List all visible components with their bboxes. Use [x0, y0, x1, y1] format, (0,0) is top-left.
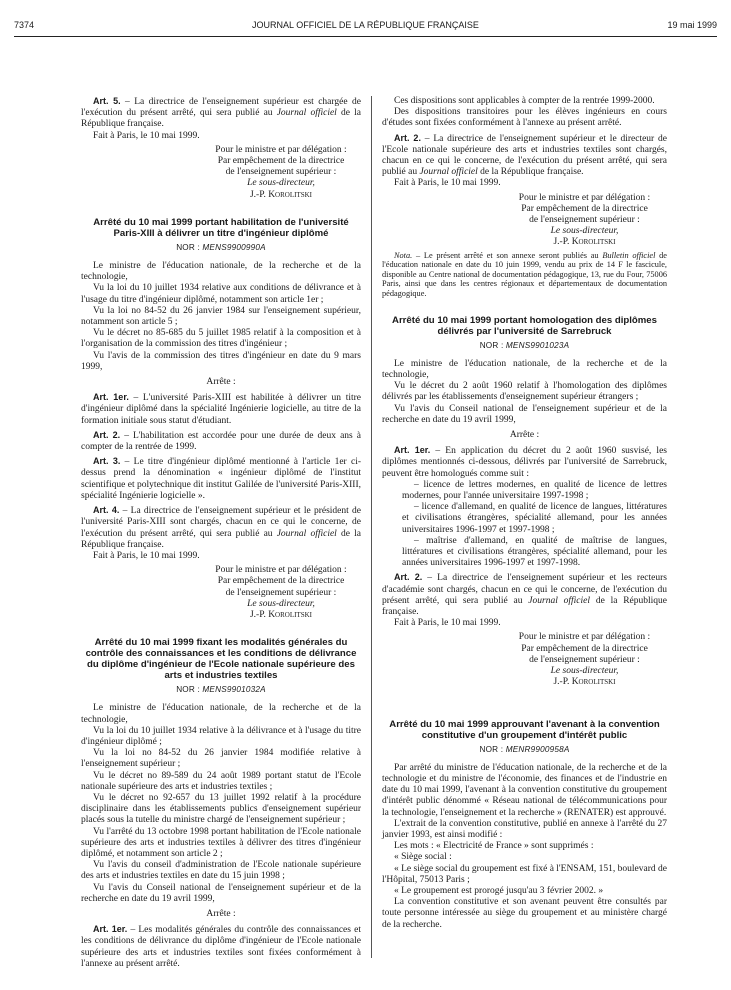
article-label: Art. 1er.: [93, 924, 128, 935]
signature-block: [502, 193, 667, 249]
decree-title: Arrêté du 10 mai 1999 approuvant l'avenant à la convention constitutive d'un groupement d'intérêt public: [389, 718, 660, 741]
left-column: [81, 96, 361, 970]
paragraph: La convention constitutive et son avenant peuvent être consultés par toute personne intéressée au siège du groupement et au ministère chargé de la recherche.: [382, 897, 667, 930]
nor-code: MENS9900990A: [202, 242, 266, 252]
nor-reference: [81, 242, 361, 253]
signature-name: J.-P. Korolitski: [249, 609, 313, 620]
visa: Vu l'avis du conseil d'administration de l'Ecole nationale supérieure des arts et industries textiles en date du 15 juin 1998 ;: [81, 860, 361, 882]
nor-label: NOR :: [176, 685, 203, 695]
article-paragraph: [81, 430, 361, 453]
signature-role: Le sous-directeur,: [247, 178, 315, 189]
article-text: – L'habilitation est accordée pour une durée de deux ans à compter de la rentrée de 1999.: [81, 430, 361, 453]
article-paragraph: [81, 924, 361, 970]
paragraph: « Siège social :: [394, 852, 452, 863]
article-paragraph: [81, 505, 361, 551]
article-text: – Les modalités générales du contrôle des connaissances et les conditions de délivrance du diplôme d'ingénieur de l'Ecole nationale supérieure des arts et industries textiles sont fixées conformément à l'annexe au présent arrêté.: [81, 925, 361, 969]
nor-label: NOR :: [479, 744, 506, 754]
paragraph: Des dispositions transitoires pour les élèves ingénieurs en cours d'études sont fixées conformément à l'annexe au présent arrêté.: [382, 107, 667, 129]
nor-label: NOR :: [479, 340, 506, 350]
article-paragraph: [382, 445, 667, 480]
paragraph: « Le siège social du groupement est fixé à l'ENSAM, 151, boulevard de l'Hôpital, 75013 Paris ;: [382, 863, 667, 885]
minister-intro: Le ministre de l'éducation nationale, de la recherche et de la technologie,: [81, 261, 361, 283]
visa: Vu la loi du 10 juillet 1934 relative aux conditions de délivrance et à l'usage du titre d'ingénieur diplômé, notamment son article 1er ;: [81, 283, 361, 305]
page-header: [14, 20, 717, 34]
visa: Vu le décret no 89-589 du 24 août 1989 portant statut de l'Ecole nationale supérieure des arts et industries textiles ;: [81, 770, 361, 792]
signature-line: Pour le ministre et par délégation :: [215, 565, 347, 576]
fait-line: Fait à Paris, le 10 mai 1999.: [93, 550, 200, 561]
signature-line: de l'enseignement supérieur :: [529, 215, 640, 226]
article-paragraph: [382, 133, 667, 179]
nor-code: MENS9901023A: [505, 340, 570, 350]
signature-line: Par empêchement de la directrice: [521, 643, 648, 654]
article-label: Art. 1er.: [93, 392, 129, 403]
visa: Vu l'avis de la commission des titres d'ingénieur en date du 9 mars 1999,: [81, 350, 361, 372]
decree-title: Arrêté du 10 mai 1999 portant homologation des diplômes délivrés par l'université de Sarrebruck: [392, 314, 657, 337]
article-text: de la République française.: [81, 108, 361, 130]
fait-line: Fait à Paris, le 10 mai 1999.: [93, 130, 200, 141]
visa: Vu le décret du 2 août 1960 relatif à l'homologation des diplômes délivrés par les établissements d'enseignement supérieur étrangers ;: [382, 381, 667, 403]
article-label: Art. 3.: [93, 456, 121, 467]
column-divider: [371, 96, 372, 958]
arrete-heading: Arrête :: [509, 430, 540, 441]
journal-ref: Journal officiel: [419, 167, 478, 178]
paragraph: Par arrêté du ministre de l'éducation nationale, de la recherche et de la technologie et du ministre de l'économie, des finances et de l'industrie en date du 10 mai 1999, l'avenant à la convention constitutive du groupement d'intérêt public dénommé « Réseau national de télécommunications pour la technologie, l'enseignement et la recherche » (RENATER) est approuvé.: [382, 762, 667, 818]
fait-line: Fait à Paris, le 10 mai 1999.: [394, 178, 501, 189]
signature-line: Pour le ministre et par délégation :: [518, 632, 651, 643]
nota-text: de l'éducation nationale en date du 10 juin 1999, vendu au prix de 14 F le fascicule, disponible au Centre national de documentation pédagogique, 13, rue du Four, 75006 Paris, ainsi que dans les centres régionaux et départementaux de documentation pédagogique.: [382, 250, 667, 299]
visa: Vu l'avis du Conseil national de l'enseignement supérieur et de la recherche en date du 19 avril 1999,: [382, 403, 667, 425]
signature-line: de l'enseignement supérieur :: [529, 654, 640, 665]
signature-line: Pour le ministre et par délégation :: [215, 144, 347, 155]
signature-line: Par empêchement de la directrice: [217, 576, 345, 587]
nota-text: – Le présent arrêté et son annexe seront publiés au: [412, 250, 603, 260]
signature-name: J.-P. Korolitski: [553, 237, 616, 248]
article-label: Art. 5.: [93, 96, 121, 106]
nota-label: Nota.: [394, 250, 413, 260]
article-text: – La directrice de l'enseignement supérieur et le directeur de l'Ecole nationale supérieure des arts et industries textiles sont chargés, chacun en ce qui le concerne, de l'exécution du présent arrêté, qui sera publié au: [382, 133, 667, 178]
signature-line: de l'enseignement supérieur :: [225, 587, 337, 598]
list-item: – licence d'allemand, en qualité de licence de langues, littératures et civilisations étrangères, spécialité allemand, pour les années universitaires 1996-1997 et 1997-1998 ;: [402, 502, 667, 535]
nor-code: MENS9901032A: [202, 685, 266, 695]
minister-intro: Le ministre de l'éducation nationale, de la recherche et de la technologie,: [81, 703, 361, 725]
article-label: Art. 2.: [93, 429, 121, 440]
bulletin-ref: Bulletin officiel: [602, 250, 656, 260]
nor-reference: [382, 340, 667, 351]
visa: Vu la loi no 84-52 du 26 janvier 1984 modifiée relative à l'enseignement supérieur ;: [81, 748, 361, 770]
signature-block: [502, 632, 667, 688]
article-paragraph: [382, 572, 667, 618]
article-label: Art. 2.: [394, 572, 423, 583]
signature-role: Le sous-directeur,: [550, 226, 619, 237]
article-text: – La directrice de l'enseignement supérieur et les recteurs d'académie sont chargés, chacun en ce qui le concerne, de l'exécution du présent arrêté, qui sera publié au: [382, 573, 667, 606]
visa: Vu l'arrêté du 13 octobre 1998 portant habilitation de l'Ecole nationale supérieure des arts et industries textiles à délivrer des titres d'ingénieur diplômé, et notamment son article 2 ;: [81, 826, 361, 859]
signature-name: J.-P. Korolitski: [249, 189, 313, 200]
decree-title: Arrêté du 10 mai 1999 portant habilitation de l'université Paris-XIII à délivrer un titre d'ingénieur diplômé: [93, 216, 349, 239]
article-text: de la République française.: [382, 595, 668, 618]
right-column: [382, 96, 667, 931]
signature-block: [201, 565, 361, 621]
article-text: – La directrice de l'enseignement supérieur est chargée de l'exécution du présent arrêté, qui sera publié au: [81, 97, 361, 119]
signature-block: [201, 145, 361, 201]
paragraph: Ces dispositions sont applicables à compter de la rentrée 1999-2000.: [394, 96, 655, 106]
article-label: Art. 2.: [394, 132, 421, 143]
nor-reference: [382, 744, 667, 755]
article-text: de la République française.: [81, 528, 361, 550]
signature-role: Le sous-directeur,: [247, 598, 315, 609]
list-item: – maîtrise d'allemand, en qualité de maîtrise de langues, littératures et civilisations étrangères, spécialité allemand, pour les années universitaires 1996-1997 et 1997-1998.: [402, 535, 667, 569]
decree-title: Arrêté du 10 mai 1999 fixant les modalités générales du contrôle des connaissances et les conditions de délivrance du diplôme d'ingénieur de l'Ecole nationale supérieure des arts et industries textiles: [85, 637, 357, 682]
arrete-heading: Arrête :: [206, 908, 236, 919]
visa: Vu le décret no 85-685 du 5 juillet 1985 relatif à la composition et à l'organisation de la commission des titres d'ingénieur ;: [81, 328, 361, 350]
article-text: de la République française.: [477, 167, 584, 178]
article-label: Art. 1er.: [394, 445, 431, 456]
paragraph: Les mots : « Electricité de France » sont supprimés :: [394, 841, 594, 852]
nor-label: NOR :: [176, 242, 203, 252]
paragraph: L'extrait de la convention constitutive, publié en annexe à l'arrêté du 27 janvier 1993, est ainsi modifié :: [382, 818, 667, 840]
nor-reference: [81, 684, 361, 695]
nota-note: [382, 251, 667, 299]
signature-line: Par empêchement de la directrice: [217, 156, 345, 167]
nor-code: MENR9900958A: [505, 744, 570, 754]
signature-role: Le sous-directeur,: [550, 666, 619, 677]
signature-line: Par empêchement de la directrice: [521, 203, 648, 214]
journal-ref: Journal officiel: [276, 528, 337, 539]
article-paragraph: [81, 456, 361, 502]
visa: Vu la loi no 84-52 du 26 janvier 1984 sur l'enseignement supérieur, notamment son article 5 ;: [81, 305, 361, 328]
article-text: – La directrice de l'enseignement supérieur et le président de l'université Paris-XIII sont chargés, chacun en ce qui le concerne, de l'exécution du présent arrêté, qui sera publié au: [81, 506, 361, 539]
paragraph: « Le groupement est prorogé jusqu'au 3 février 2002. »: [394, 885, 604, 896]
journal-ref: Journal officiel: [528, 595, 591, 606]
publication-date: 19 mai 1999: [667, 20, 717, 30]
header-rule: [14, 36, 717, 37]
visa: Vu la loi du 10 juillet 1934 relative à la délivrance et à l'usage du titre d'ingénieur diplômé ;: [81, 725, 361, 747]
signature-line: Pour le ministre et par délégation :: [518, 192, 651, 203]
article-paragraph: [81, 96, 361, 131]
fait-line: Fait à Paris, le 10 mai 1999.: [394, 618, 501, 629]
list-item: – licence de lettres modernes, en qualité de licence de lettres modernes, pour l'année universitaire 1997-1998 ;: [402, 479, 667, 502]
article-paragraph: [81, 392, 361, 427]
journal-title: JOURNAL OFFICIEL DE LA RÉPUBLIQUE FRANÇAISE: [252, 20, 479, 30]
signature-name: J.-P. Korolitski: [553, 677, 616, 688]
journal-ref: Journal officiel: [276, 108, 337, 119]
article-label: Art. 4.: [93, 505, 120, 516]
article-text: – Le titre d'ingénieur diplômé mentionné à l'article 1er ci-dessus prend la dénomination « ingénieur diplômé de l'institut scientifique et polytechnique dit institut Galilée de l'université Paris-XIII, spécialité Ingénierie logicielle ».: [81, 457, 361, 501]
arrete-heading: Arrête :: [206, 377, 236, 388]
article-text: – En application du décret du 2 août 1960 susvisé, les diplômes mentionnés ci-dessous, délivrés par l'université de Sarrebruck, peuvent être homologués comme suit :: [382, 446, 667, 479]
page-number: 7374: [14, 20, 35, 30]
minister-intro: Le ministre de l'éducation nationale, de la recherche et de la technologie,: [382, 358, 667, 381]
visa: Vu l'avis du Conseil national de l'enseignement supérieur et de la recherche en date du 19 avril 1999,: [81, 882, 361, 904]
article-text: – L'université Paris-XIII est habilitée à délivrer un titre d'ingénieur diplômé dans la spécialité Ingénierie logicielle, au titre de la formation initiale sous statut d'étudiant.: [81, 393, 361, 426]
visa: Vu le décret no 92-657 du 13 juillet 1992 relatif à la procédure disciplinaire dans les établissements publics d'enseignement supérieur placés sous la tutelle du ministre chargé de l'enseignement supérieur ;: [81, 792, 361, 826]
signature-line: de l'enseignement supérieur :: [225, 167, 337, 178]
